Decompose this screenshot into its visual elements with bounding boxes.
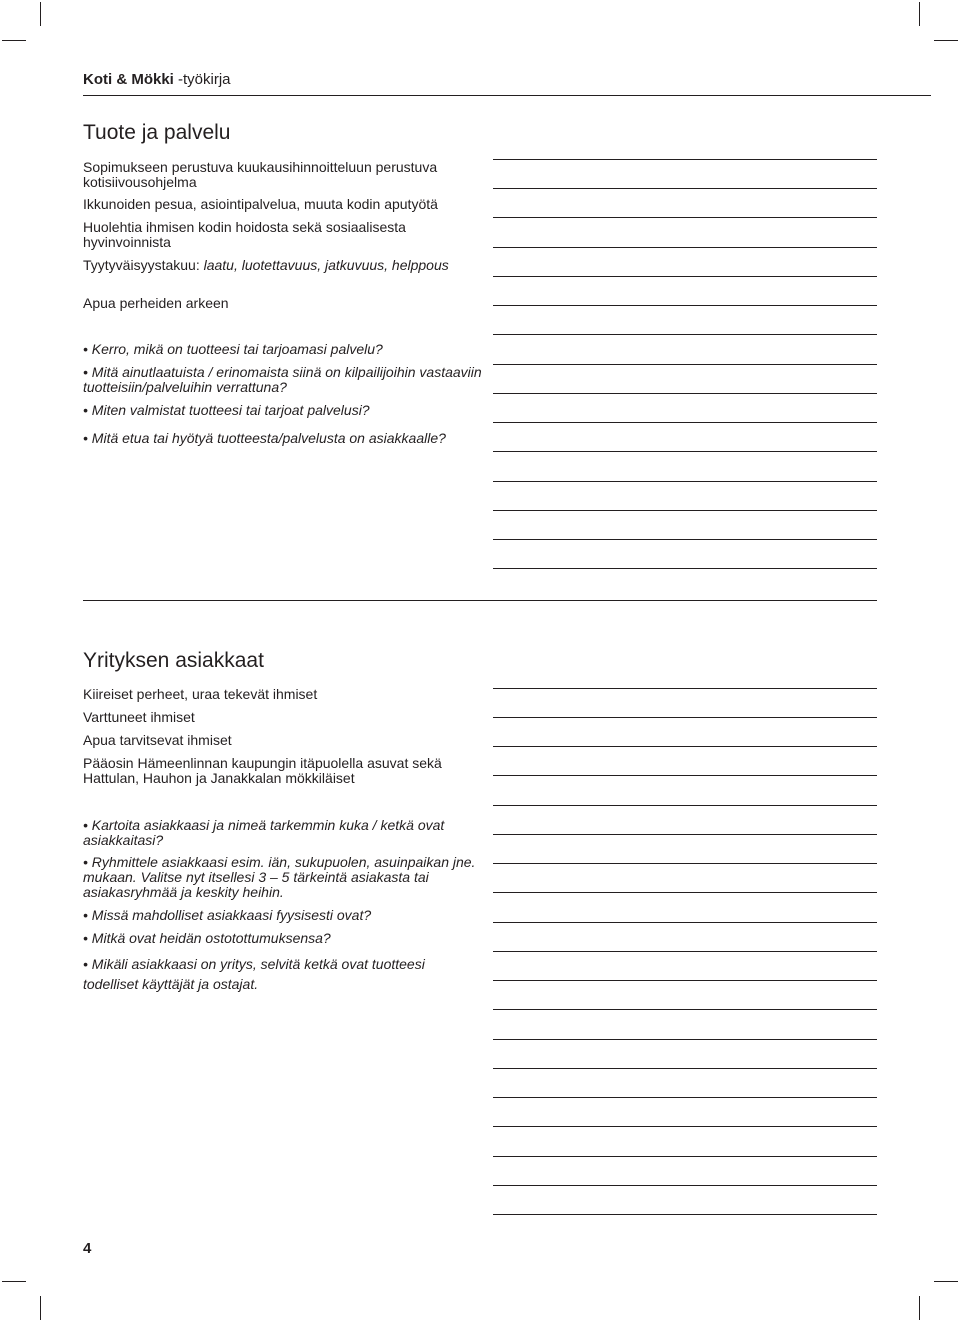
product-item-italic: laatu, luotettavuus, jatkuvuus, helppous [203,257,449,273]
writing-line[interactable] [493,1009,877,1010]
guiding-question: • Miten valmistat tuotteesi tai tarjoat palvelusi? [83,402,370,418]
product-item-prefix: Tyytyväisyystakuu: [83,257,204,273]
writing-line[interactable] [493,217,877,218]
crop-mark [40,2,41,26]
writing-line[interactable] [493,746,877,747]
writing-line[interactable] [493,1214,877,1215]
writing-line[interactable] [493,980,877,981]
writing-line[interactable] [493,334,877,335]
guiding-question: • Kerro, mikä on tuotteesi tai tarjoamasi palvelu? [83,341,383,357]
writing-line[interactable] [493,1126,877,1127]
product-item: Ikkunoiden pesua, asiointipalvelua, muuta kodin aputyötä [83,196,438,212]
crop-mark [40,1296,41,1320]
product-item: Sopimukseen perustuva kuukausihinnoitteluun perustuva kotisiivousohjelma [83,159,438,190]
writing-line[interactable] [493,481,877,482]
writing-line[interactable] [493,364,877,365]
product-item: Apua perheiden arkeen [83,295,229,311]
guiding-question: • Mitä etua tai hyötyä tuotteesta/palvelusta on asiakkaalle? [83,430,446,446]
writing-line[interactable] [493,892,877,893]
product-item: Huolehtia ihmisen kodin hoidosta sekä sosiaalisesta hyvinvoinnista [83,219,406,250]
crop-mark [919,2,920,26]
writing-line[interactable] [493,775,877,776]
writing-line[interactable] [493,834,877,835]
writing-line[interactable] [493,805,877,806]
page-header [83,71,231,88]
section-divider [83,600,877,601]
writing-line[interactable] [493,393,877,394]
writing-line[interactable] [493,247,877,248]
writing-line[interactable] [493,1068,877,1069]
writing-line[interactable] [493,539,877,540]
writing-line[interactable] [493,1039,877,1040]
writing-line[interactable] [493,717,877,718]
header-title: Koti & Mökki [83,71,174,88]
writing-line[interactable] [493,1097,877,1098]
writing-line[interactable] [493,305,877,306]
crop-mark [934,40,958,41]
writing-line[interactable] [493,568,877,569]
customer-item: Varttuneet ihmiset [83,709,195,725]
writing-line[interactable] [493,276,877,277]
writing-line[interactable] [493,863,877,864]
guiding-question: • Mikäli asiakkaasi on yritys, selvitä ketkä ovat tuotteesi todelliset käyttäjät ja ostajat. [83,956,425,992]
writing-line[interactable] [493,1156,877,1157]
writing-line[interactable] [493,451,877,452]
guiding-question: • Mitä ainutlaatuista / erinomaista siinä on kilpailijoihin vastaaviin tuotteisiin/palveluihin verrattuna? [83,364,482,395]
writing-line[interactable] [493,922,877,923]
page-number: 4 [83,1240,92,1257]
guiding-question: • Kartoita asiakkaasi ja nimeä tarkemmin kuka / ketkä ovat asiakkaitasi? [83,817,445,848]
section-title-product: Tuote ja palvelu [83,121,231,144]
section-title-customers: Yrityksen asiakkaat [83,649,264,672]
writing-line[interactable] [493,188,877,189]
guiding-question: • Ryhmittele asiakkaasi esim. iän, sukupuolen, asuinpaikan jne. mukaan. Valitse nyt itsellesi 3 – 5 tärkeintä asiakasta tai asiakasryhmää ja keskity heihin. [83,854,476,900]
crop-mark [2,40,26,41]
crop-mark [934,1281,958,1282]
customer-item: Kiireiset perheet, uraa tekevät ihmiset [83,686,318,702]
customer-item: Pääosin Hämeenlinnan kaupungin itäpuolella asuvat sekä Hattulan, Hauhon ja Janakkalan mökkiläiset [83,755,442,786]
crop-mark [919,1296,920,1320]
guiding-question: • Mitkä ovat heidän ostotottumuksensa? [83,930,331,946]
writing-line[interactable] [493,159,877,160]
product-item [83,258,483,273]
header-rule [83,95,931,96]
writing-line[interactable] [493,951,877,952]
header-subtitle: -työkirja [173,71,231,88]
writing-line[interactable] [493,1185,877,1186]
writing-line[interactable] [493,422,877,423]
guiding-question: • Missä mahdolliset asiakkaasi fyysisesti ovat? [83,907,372,923]
crop-mark [2,1281,26,1282]
customer-item: Apua tarvitsevat ihmiset [83,732,232,748]
writing-line[interactable] [493,510,877,511]
writing-line[interactable] [493,688,877,689]
